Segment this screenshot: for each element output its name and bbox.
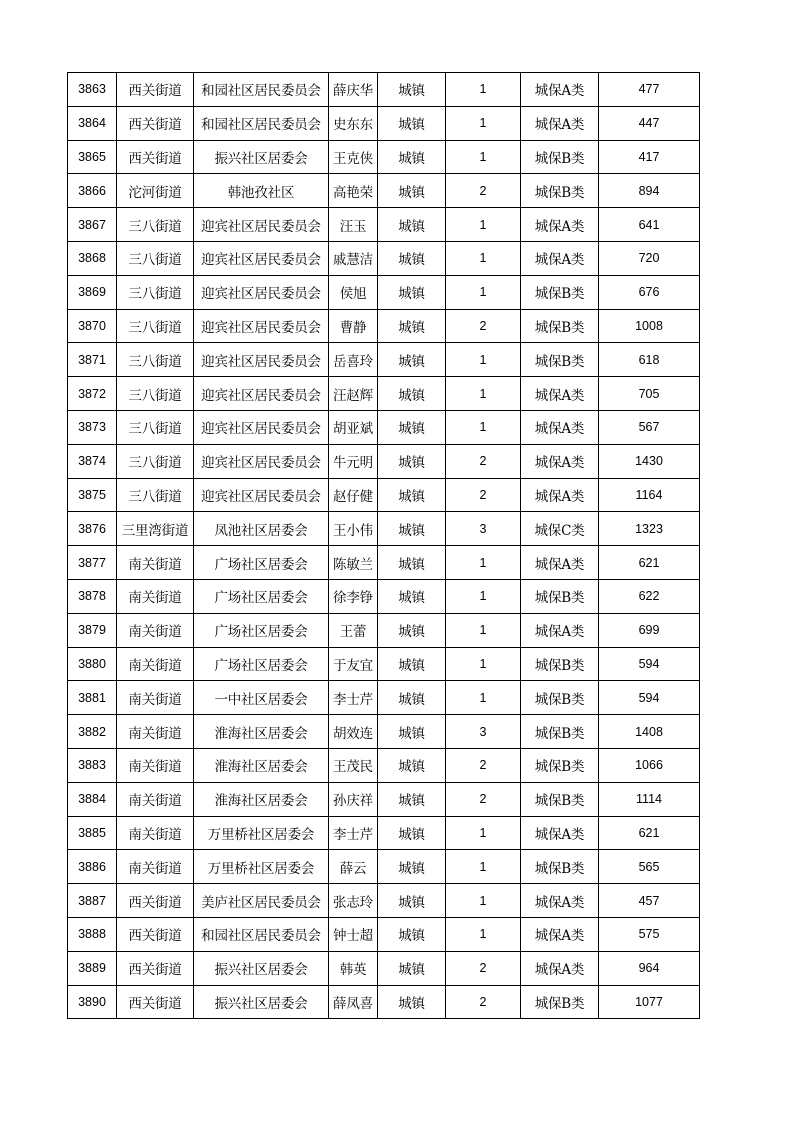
subdistrict-cell: 南关街道	[117, 715, 194, 749]
household-size-cell: 1	[446, 579, 521, 613]
area-type-cell: 城镇	[378, 681, 446, 715]
amount-cell: 621	[599, 816, 700, 850]
area-type-cell: 城镇	[378, 174, 446, 208]
category-cell: 城保B类	[521, 715, 599, 749]
serial-cell: 3865	[68, 140, 117, 174]
name-cell: 史东东	[329, 106, 378, 140]
community-cell: 广场社区居委会	[194, 647, 329, 681]
amount-cell: 641	[599, 208, 700, 242]
area-type-cell: 城镇	[378, 444, 446, 478]
amount-cell: 417	[599, 140, 700, 174]
category-cell: 城保A类	[521, 917, 599, 951]
household-size-cell: 1	[446, 410, 521, 444]
table-row	[68, 748, 700, 782]
area-type-cell: 城镇	[378, 748, 446, 782]
community-cell: 淮海社区居委会	[194, 748, 329, 782]
serial-cell: 3866	[68, 174, 117, 208]
amount-cell: 1323	[599, 512, 700, 546]
serial-cell: 3879	[68, 613, 117, 647]
subdistrict-cell: 南关街道	[117, 816, 194, 850]
area-type-cell: 城镇	[378, 985, 446, 1019]
category-cell: 城保B类	[521, 343, 599, 377]
name-cell: 李士芹	[329, 816, 378, 850]
subdistrict-cell: 南关街道	[117, 546, 194, 580]
category-cell: 城保B类	[521, 647, 599, 681]
name-cell: 钟士超	[329, 917, 378, 951]
community-cell: 迎宾社区居民委员会	[194, 377, 329, 411]
amount-cell: 477	[599, 73, 700, 107]
amount-cell: 1114	[599, 782, 700, 816]
subdistrict-cell: 南关街道	[117, 850, 194, 884]
serial-cell: 3873	[68, 410, 117, 444]
community-cell: 一中社区居委会	[194, 681, 329, 715]
name-cell: 高艳荣	[329, 174, 378, 208]
table-row	[68, 850, 700, 884]
amount-cell: 567	[599, 410, 700, 444]
serial-cell: 3863	[68, 73, 117, 107]
category-cell: 城保A类	[521, 884, 599, 918]
serial-cell: 3876	[68, 512, 117, 546]
name-cell: 岳喜玲	[329, 343, 378, 377]
household-size-cell: 1	[446, 884, 521, 918]
category-cell: 城保A类	[521, 208, 599, 242]
household-size-cell: 2	[446, 444, 521, 478]
name-cell: 徐李铮	[329, 579, 378, 613]
serial-cell: 3889	[68, 951, 117, 985]
serial-cell: 3874	[68, 444, 117, 478]
category-cell: 城保A类	[521, 478, 599, 512]
area-type-cell: 城镇	[378, 343, 446, 377]
amount-cell: 1066	[599, 748, 700, 782]
community-cell: 淮海社区居委会	[194, 782, 329, 816]
category-cell: 城保B类	[521, 748, 599, 782]
serial-cell: 3882	[68, 715, 117, 749]
subdistrict-cell: 三八街道	[117, 478, 194, 512]
category-cell: 城保A类	[521, 377, 599, 411]
subdistrict-cell: 南关街道	[117, 613, 194, 647]
category-cell: 城保A类	[521, 73, 599, 107]
household-size-cell: 1	[446, 140, 521, 174]
community-cell: 振兴社区居委会	[194, 985, 329, 1019]
subdistrict-cell: 南关街道	[117, 647, 194, 681]
community-cell: 迎宾社区居民委员会	[194, 275, 329, 309]
household-size-cell: 1	[446, 377, 521, 411]
name-cell: 曹静	[329, 309, 378, 343]
amount-cell: 621	[599, 546, 700, 580]
household-size-cell: 1	[446, 647, 521, 681]
subdistrict-cell: 三里湾街道	[117, 512, 194, 546]
subdistrict-cell: 西关街道	[117, 106, 194, 140]
category-cell: 城保A类	[521, 444, 599, 478]
table-row	[68, 546, 700, 580]
area-type-cell: 城镇	[378, 782, 446, 816]
household-size-cell: 2	[446, 309, 521, 343]
table-row	[68, 579, 700, 613]
subdistrict-cell: 西关街道	[117, 917, 194, 951]
table-row	[68, 782, 700, 816]
serial-cell: 3869	[68, 275, 117, 309]
serial-cell: 3883	[68, 748, 117, 782]
community-cell: 淮海社区居委会	[194, 715, 329, 749]
table-row	[68, 884, 700, 918]
subdistrict-cell: 三八街道	[117, 410, 194, 444]
table-row	[68, 985, 700, 1019]
subdistrict-cell: 西关街道	[117, 140, 194, 174]
household-size-cell: 1	[446, 917, 521, 951]
serial-cell: 3886	[68, 850, 117, 884]
community-cell: 和园社区居民委员会	[194, 73, 329, 107]
serial-cell: 3888	[68, 917, 117, 951]
area-type-cell: 城镇	[378, 917, 446, 951]
household-size-cell: 2	[446, 782, 521, 816]
serial-cell: 3885	[68, 816, 117, 850]
category-cell: 城保C类	[521, 512, 599, 546]
community-cell: 凤池社区居委会	[194, 512, 329, 546]
area-type-cell: 城镇	[378, 410, 446, 444]
name-cell: 陈敏兰	[329, 546, 378, 580]
table-row	[68, 106, 700, 140]
table-row	[68, 715, 700, 749]
area-type-cell: 城镇	[378, 715, 446, 749]
table-row	[68, 73, 700, 107]
table-row	[68, 410, 700, 444]
area-type-cell: 城镇	[378, 884, 446, 918]
name-cell: 薛云	[329, 850, 378, 884]
community-cell: 迎宾社区居民委员会	[194, 208, 329, 242]
name-cell: 牛元明	[329, 444, 378, 478]
area-type-cell: 城镇	[378, 241, 446, 275]
area-type-cell: 城镇	[378, 816, 446, 850]
household-size-cell: 2	[446, 748, 521, 782]
amount-cell: 457	[599, 884, 700, 918]
table-row	[68, 512, 700, 546]
community-cell: 美庐社区居民委员会	[194, 884, 329, 918]
amount-cell: 1430	[599, 444, 700, 478]
household-size-cell: 1	[446, 208, 521, 242]
area-type-cell: 城镇	[378, 73, 446, 107]
category-cell: 城保B类	[521, 579, 599, 613]
amount-cell: 618	[599, 343, 700, 377]
area-type-cell: 城镇	[378, 377, 446, 411]
area-type-cell: 城镇	[378, 208, 446, 242]
household-size-cell: 2	[446, 985, 521, 1019]
category-cell: 城保A类	[521, 546, 599, 580]
name-cell: 戚慧洁	[329, 241, 378, 275]
table-row	[68, 275, 700, 309]
community-cell: 迎宾社区居民委员会	[194, 241, 329, 275]
community-cell: 迎宾社区居民委员会	[194, 309, 329, 343]
amount-cell: 1008	[599, 309, 700, 343]
name-cell: 张志玲	[329, 884, 378, 918]
household-size-cell: 1	[446, 816, 521, 850]
table-row	[68, 309, 700, 343]
amount-cell: 964	[599, 951, 700, 985]
community-cell: 和园社区居民委员会	[194, 917, 329, 951]
community-cell: 韩池孜社区	[194, 174, 329, 208]
amount-cell: 575	[599, 917, 700, 951]
household-size-cell: 1	[446, 106, 521, 140]
subdistrict-cell: 三八街道	[117, 444, 194, 478]
community-cell: 振兴社区居委会	[194, 140, 329, 174]
amount-cell: 594	[599, 647, 700, 681]
household-size-cell: 3	[446, 715, 521, 749]
serial-cell: 3880	[68, 647, 117, 681]
name-cell: 薛庆华	[329, 73, 378, 107]
name-cell: 李士芹	[329, 681, 378, 715]
area-type-cell: 城镇	[378, 951, 446, 985]
household-size-cell: 1	[446, 681, 521, 715]
household-size-cell: 1	[446, 241, 521, 275]
name-cell: 侯旭	[329, 275, 378, 309]
table-row	[68, 377, 700, 411]
name-cell: 王克侠	[329, 140, 378, 174]
table-row	[68, 174, 700, 208]
household-size-cell: 1	[446, 850, 521, 884]
household-size-cell: 3	[446, 512, 521, 546]
community-cell: 迎宾社区居民委员会	[194, 410, 329, 444]
household-size-cell: 1	[446, 546, 521, 580]
serial-cell: 3890	[68, 985, 117, 1019]
name-cell: 胡效连	[329, 715, 378, 749]
category-cell: 城保B类	[521, 309, 599, 343]
category-cell: 城保B类	[521, 140, 599, 174]
name-cell: 韩英	[329, 951, 378, 985]
area-type-cell: 城镇	[378, 478, 446, 512]
area-type-cell: 城镇	[378, 106, 446, 140]
serial-cell: 3887	[68, 884, 117, 918]
subdistrict-cell: 西关街道	[117, 951, 194, 985]
serial-cell: 3864	[68, 106, 117, 140]
table-row	[68, 647, 700, 681]
area-type-cell: 城镇	[378, 512, 446, 546]
category-cell: 城保B类	[521, 174, 599, 208]
serial-cell: 3872	[68, 377, 117, 411]
category-cell: 城保B类	[521, 782, 599, 816]
subdistrict-cell: 南关街道	[117, 579, 194, 613]
name-cell: 胡亚斌	[329, 410, 378, 444]
serial-cell: 3877	[68, 546, 117, 580]
subdistrict-cell: 南关街道	[117, 748, 194, 782]
table-row	[68, 478, 700, 512]
category-cell: 城保A类	[521, 613, 599, 647]
name-cell: 孙庆祥	[329, 782, 378, 816]
subdistrict-cell: 西关街道	[117, 884, 194, 918]
amount-cell: 676	[599, 275, 700, 309]
amount-cell: 1408	[599, 715, 700, 749]
name-cell: 王茂民	[329, 748, 378, 782]
area-type-cell: 城镇	[378, 275, 446, 309]
community-cell: 和园社区居民委员会	[194, 106, 329, 140]
table-row	[68, 444, 700, 478]
subdistrict-cell: 三八街道	[117, 343, 194, 377]
name-cell: 王小伟	[329, 512, 378, 546]
community-cell: 振兴社区居委会	[194, 951, 329, 985]
area-type-cell: 城镇	[378, 546, 446, 580]
table-row	[68, 343, 700, 377]
subdistrict-cell: 南关街道	[117, 782, 194, 816]
subdistrict-cell: 三八街道	[117, 275, 194, 309]
amount-cell: 622	[599, 579, 700, 613]
name-cell: 薛凤喜	[329, 985, 378, 1019]
amount-cell: 1077	[599, 985, 700, 1019]
household-size-cell: 1	[446, 73, 521, 107]
name-cell: 赵仔健	[329, 478, 378, 512]
community-cell: 迎宾社区居民委员会	[194, 478, 329, 512]
name-cell: 汪赵辉	[329, 377, 378, 411]
subdistrict-cell: 沱河街道	[117, 174, 194, 208]
household-size-cell: 1	[446, 613, 521, 647]
community-cell: 迎宾社区居民委员会	[194, 444, 329, 478]
table-row	[68, 917, 700, 951]
serial-cell: 3878	[68, 579, 117, 613]
amount-cell: 894	[599, 174, 700, 208]
amount-cell: 720	[599, 241, 700, 275]
subdistrict-cell: 西关街道	[117, 985, 194, 1019]
subdistrict-cell: 三八街道	[117, 309, 194, 343]
category-cell: 城保A类	[521, 241, 599, 275]
community-cell: 迎宾社区居民委员会	[194, 343, 329, 377]
table-row	[68, 816, 700, 850]
amount-cell: 699	[599, 613, 700, 647]
serial-cell: 3871	[68, 343, 117, 377]
table-row	[68, 208, 700, 242]
category-cell: 城保B类	[521, 985, 599, 1019]
serial-cell: 3884	[68, 782, 117, 816]
area-type-cell: 城镇	[378, 647, 446, 681]
roster-body	[68, 73, 700, 1019]
amount-cell: 447	[599, 106, 700, 140]
area-type-cell: 城镇	[378, 140, 446, 174]
household-size-cell: 2	[446, 174, 521, 208]
serial-cell: 3881	[68, 681, 117, 715]
category-cell: 城保B类	[521, 681, 599, 715]
community-cell: 万里桥社区居委会	[194, 816, 329, 850]
subdistrict-cell: 三八街道	[117, 208, 194, 242]
category-cell: 城保B类	[521, 275, 599, 309]
serial-cell: 3875	[68, 478, 117, 512]
household-size-cell: 1	[446, 343, 521, 377]
name-cell: 王蕾	[329, 613, 378, 647]
category-cell: 城保B类	[521, 850, 599, 884]
category-cell: 城保A类	[521, 106, 599, 140]
area-type-cell: 城镇	[378, 579, 446, 613]
area-type-cell: 城镇	[378, 850, 446, 884]
household-size-cell: 2	[446, 478, 521, 512]
serial-cell: 3870	[68, 309, 117, 343]
table-row	[68, 140, 700, 174]
amount-cell: 1164	[599, 478, 700, 512]
category-cell: 城保A类	[521, 410, 599, 444]
table-row	[68, 681, 700, 715]
household-size-cell: 2	[446, 951, 521, 985]
subdistrict-cell: 西关街道	[117, 73, 194, 107]
amount-cell: 705	[599, 377, 700, 411]
table-row	[68, 951, 700, 985]
name-cell: 汪玉	[329, 208, 378, 242]
category-cell: 城保A类	[521, 816, 599, 850]
community-cell: 广场社区居委会	[194, 579, 329, 613]
table-row	[68, 613, 700, 647]
area-type-cell: 城镇	[378, 309, 446, 343]
community-cell: 广场社区居委会	[194, 613, 329, 647]
category-cell: 城保A类	[521, 951, 599, 985]
community-cell: 广场社区居委会	[194, 546, 329, 580]
community-cell: 万里桥社区居委会	[194, 850, 329, 884]
name-cell: 于友宜	[329, 647, 378, 681]
amount-cell: 594	[599, 681, 700, 715]
subdistrict-cell: 三八街道	[117, 241, 194, 275]
area-type-cell: 城镇	[378, 613, 446, 647]
subdistrict-cell: 三八街道	[117, 377, 194, 411]
household-size-cell: 1	[446, 275, 521, 309]
roster-table	[67, 72, 700, 1019]
amount-cell: 565	[599, 850, 700, 884]
serial-cell: 3868	[68, 241, 117, 275]
subdistrict-cell: 南关街道	[117, 681, 194, 715]
table-row	[68, 241, 700, 275]
serial-cell: 3867	[68, 208, 117, 242]
